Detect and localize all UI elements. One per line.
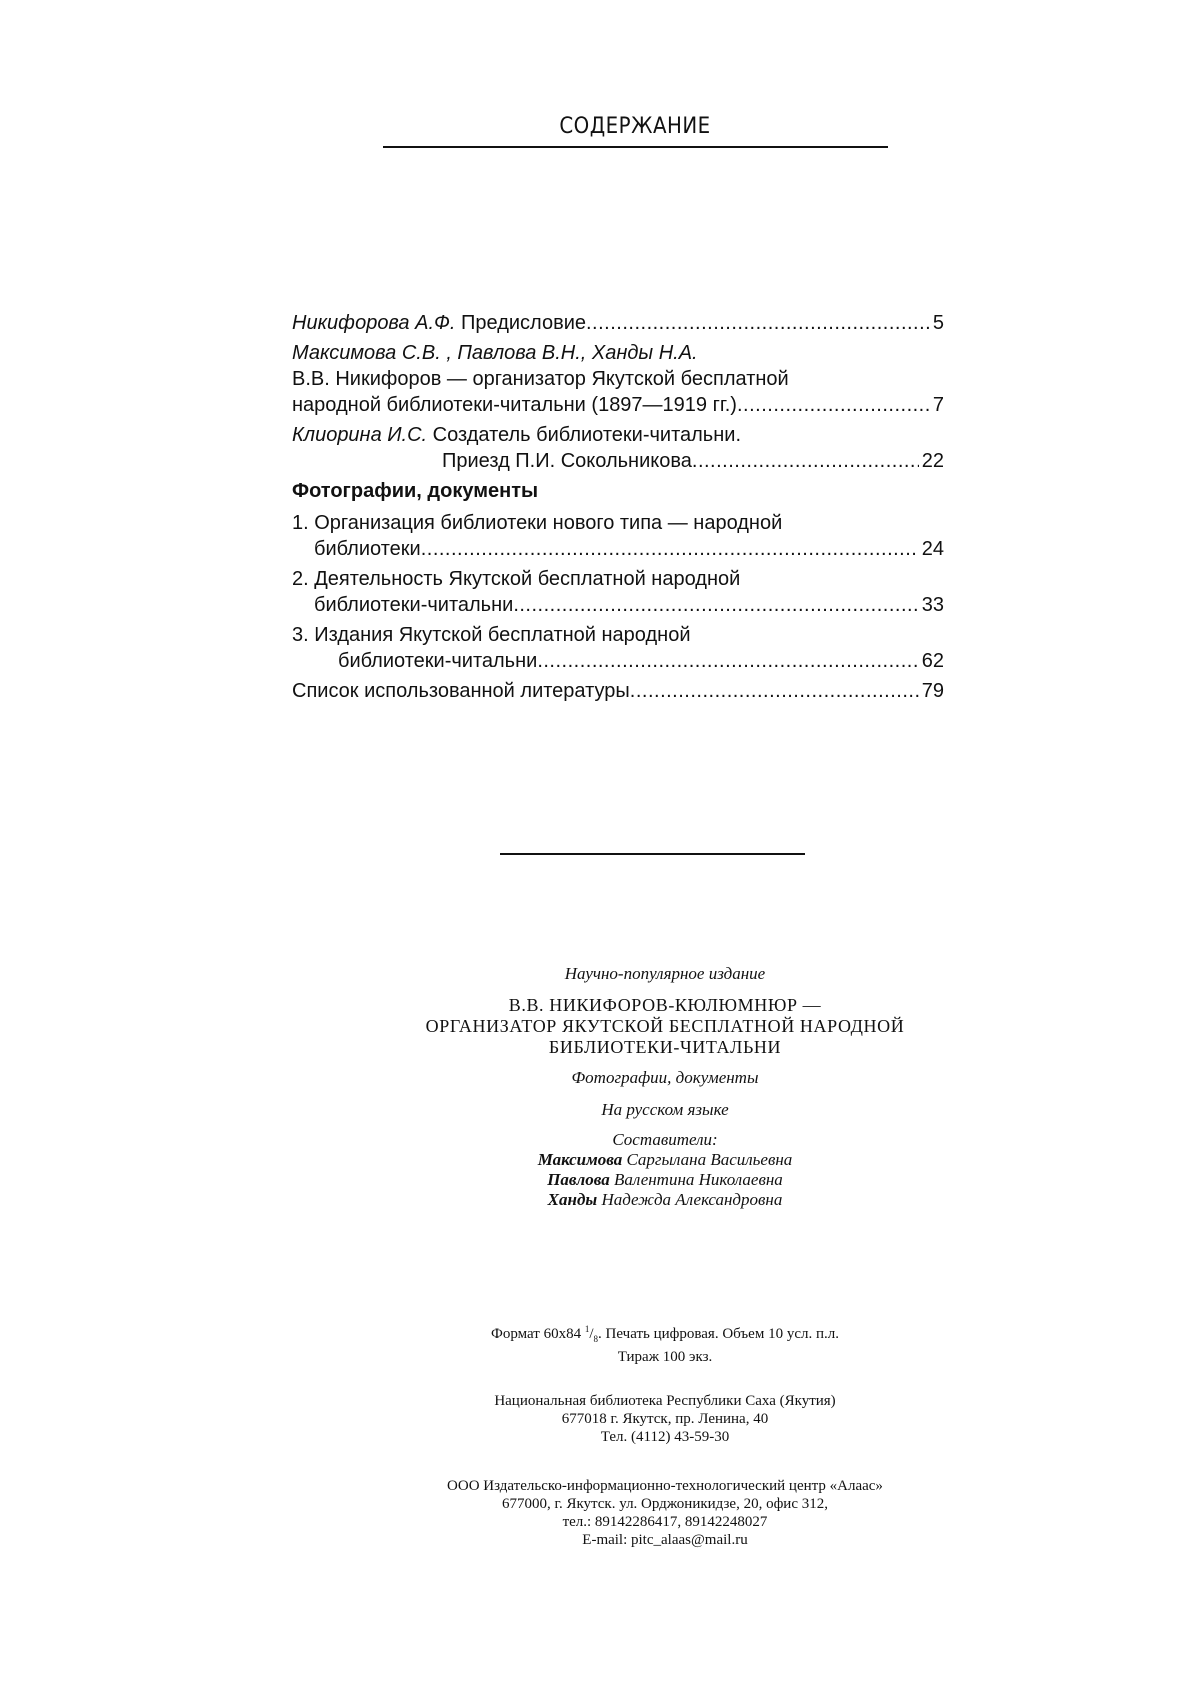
toc-entry-preface: [292, 310, 944, 336]
compiler-names: Саргылана Васильевна: [626, 1150, 793, 1169]
toc-author: Максимова С.В. , Павлова В.Н., Ханды Н.А.: [292, 342, 698, 364]
compiler: [330, 1150, 1000, 1170]
compiler-names: Валентина Николаевна: [613, 1170, 783, 1189]
toc-page-number: 79: [921, 680, 944, 702]
toc-entry-title-cont: народной библиотеки-читальни (1897—1919 гг.): [292, 394, 737, 416]
toc-author: Никифорова А.Ф.: [292, 312, 456, 334]
section-divider: [500, 853, 805, 855]
colophon-genre: Научно-популярное издание: [564, 964, 766, 983]
toc-entry-title: 1. Организация библиотеки нового типа — народной: [292, 512, 783, 534]
toc-entry-title: Предисловие: [461, 312, 586, 334]
toc-entry-title-cont: библиотеки-читальни: [338, 650, 538, 672]
compiler: [330, 1190, 1000, 1210]
print-run: Тираж 100 экз.: [617, 1349, 713, 1365]
toc-page-number: 24: [921, 538, 944, 560]
toc-entry-organizer: [292, 340, 944, 418]
page-title: СОДЕРЖАНИЕ: [559, 114, 711, 139]
toc-entry-title-cont: библиотеки: [314, 538, 421, 560]
library-phone: Тел. (4112) 43-59-30: [600, 1429, 730, 1445]
toc-entry-section-3: [292, 622, 944, 674]
format-frac-sep: /: [589, 1326, 594, 1342]
publisher-address: 677000, г. Якутск. ул. Орджоникидзе, 20, офис 312,: [502, 1496, 828, 1512]
toc-page-number: 5: [932, 312, 944, 334]
publisher-name: ООО Издательско-информационно-технологический центр «Алаас»: [447, 1478, 883, 1494]
colophon-title-line: ОРГАНИЗАТОР ЯКУТСКОЙ БЕСПЛАТНОЙ НАРОДНОЙ: [425, 1016, 905, 1036]
dot-leader: [586, 310, 930, 336]
publisher-phone: тел.: 89142286417, 89142248027: [562, 1514, 768, 1530]
colophon-publisher: [330, 1477, 1000, 1549]
toc-entry-section-2: [292, 566, 944, 618]
format-frac-num: 1: [584, 1324, 590, 1334]
toc-page-number: 62: [921, 650, 944, 672]
title-rule: [383, 146, 888, 148]
colophon-title-line: В.В. НИКИФОРОВ-КЮЛЮМНЮР —: [508, 995, 822, 1015]
compilers-label: Составители:: [612, 1130, 718, 1149]
format-details: . Печать цифровая. Объем 10 усл. п.л.: [598, 1326, 839, 1342]
compiler-surname: Максимова: [537, 1150, 623, 1169]
library-address: 677018 г. Якутск, пр. Ленина, 40: [561, 1411, 769, 1427]
dot-leader: [737, 392, 930, 418]
toc-section-heading: Фотографии, документы: [292, 480, 539, 502]
publisher-email: E-mail: pitc_alaas@mail.ru: [582, 1532, 748, 1548]
toc-page-number: 7: [932, 394, 944, 416]
compiler-surname: Ханды: [547, 1190, 598, 1209]
table-of-contents: [292, 310, 944, 708]
toc-entry-title: 2. Деятельность Якутской бесплатной народной: [292, 568, 741, 590]
toc-entry-founder: [292, 422, 944, 474]
colophon-title-line: БИБЛИОТЕКИ-ЧИТАЛЬНИ: [548, 1037, 782, 1057]
colophon-compilers: [330, 1130, 1000, 1210]
format-prefix: Формат 60х84: [491, 1326, 585, 1342]
compiler-surname: Павлова: [547, 1170, 610, 1189]
toc-author: Клиорина И.С.: [292, 424, 428, 446]
dot-leader: [692, 448, 919, 474]
colophon-subtitle: Фотографии, документы: [571, 1068, 759, 1087]
compiler-names: Надежда Александровна: [601, 1190, 783, 1209]
toc-page-number: 33: [921, 594, 944, 616]
format-frac-den: 8: [593, 1334, 599, 1344]
colophon-title: [330, 995, 1000, 1058]
dot-leader: [537, 648, 918, 674]
library-name: Национальная библиотека Республики Саха (Якутия): [494, 1393, 836, 1409]
colophon-library: [330, 1392, 1000, 1446]
toc-entry-title: 3. Издания Якутской бесплатной народной: [292, 624, 691, 646]
colophon-language: На русском языке: [601, 1100, 729, 1119]
colophon-format: [330, 1320, 1000, 1366]
toc-entry-title: Список использованной литературы: [292, 680, 630, 702]
toc-entry-title: Создатель библиотеки-читальни.: [432, 424, 742, 446]
toc-entry-section-1: [292, 510, 944, 562]
dot-leader: [513, 592, 918, 618]
toc-entry-references: [292, 678, 944, 704]
toc-entry-title: В.В. Никифоров — организатор Якутской бесплатной: [292, 368, 789, 390]
dot-leader: [421, 536, 919, 562]
compiler: [330, 1170, 1000, 1190]
dot-leader: [630, 678, 919, 704]
toc-page-number: 22: [921, 450, 944, 472]
toc-entry-title-cont: библиотеки-читальни: [314, 594, 514, 616]
toc-entry-title-cont: Приезд П.И. Сокольникова: [442, 450, 692, 472]
